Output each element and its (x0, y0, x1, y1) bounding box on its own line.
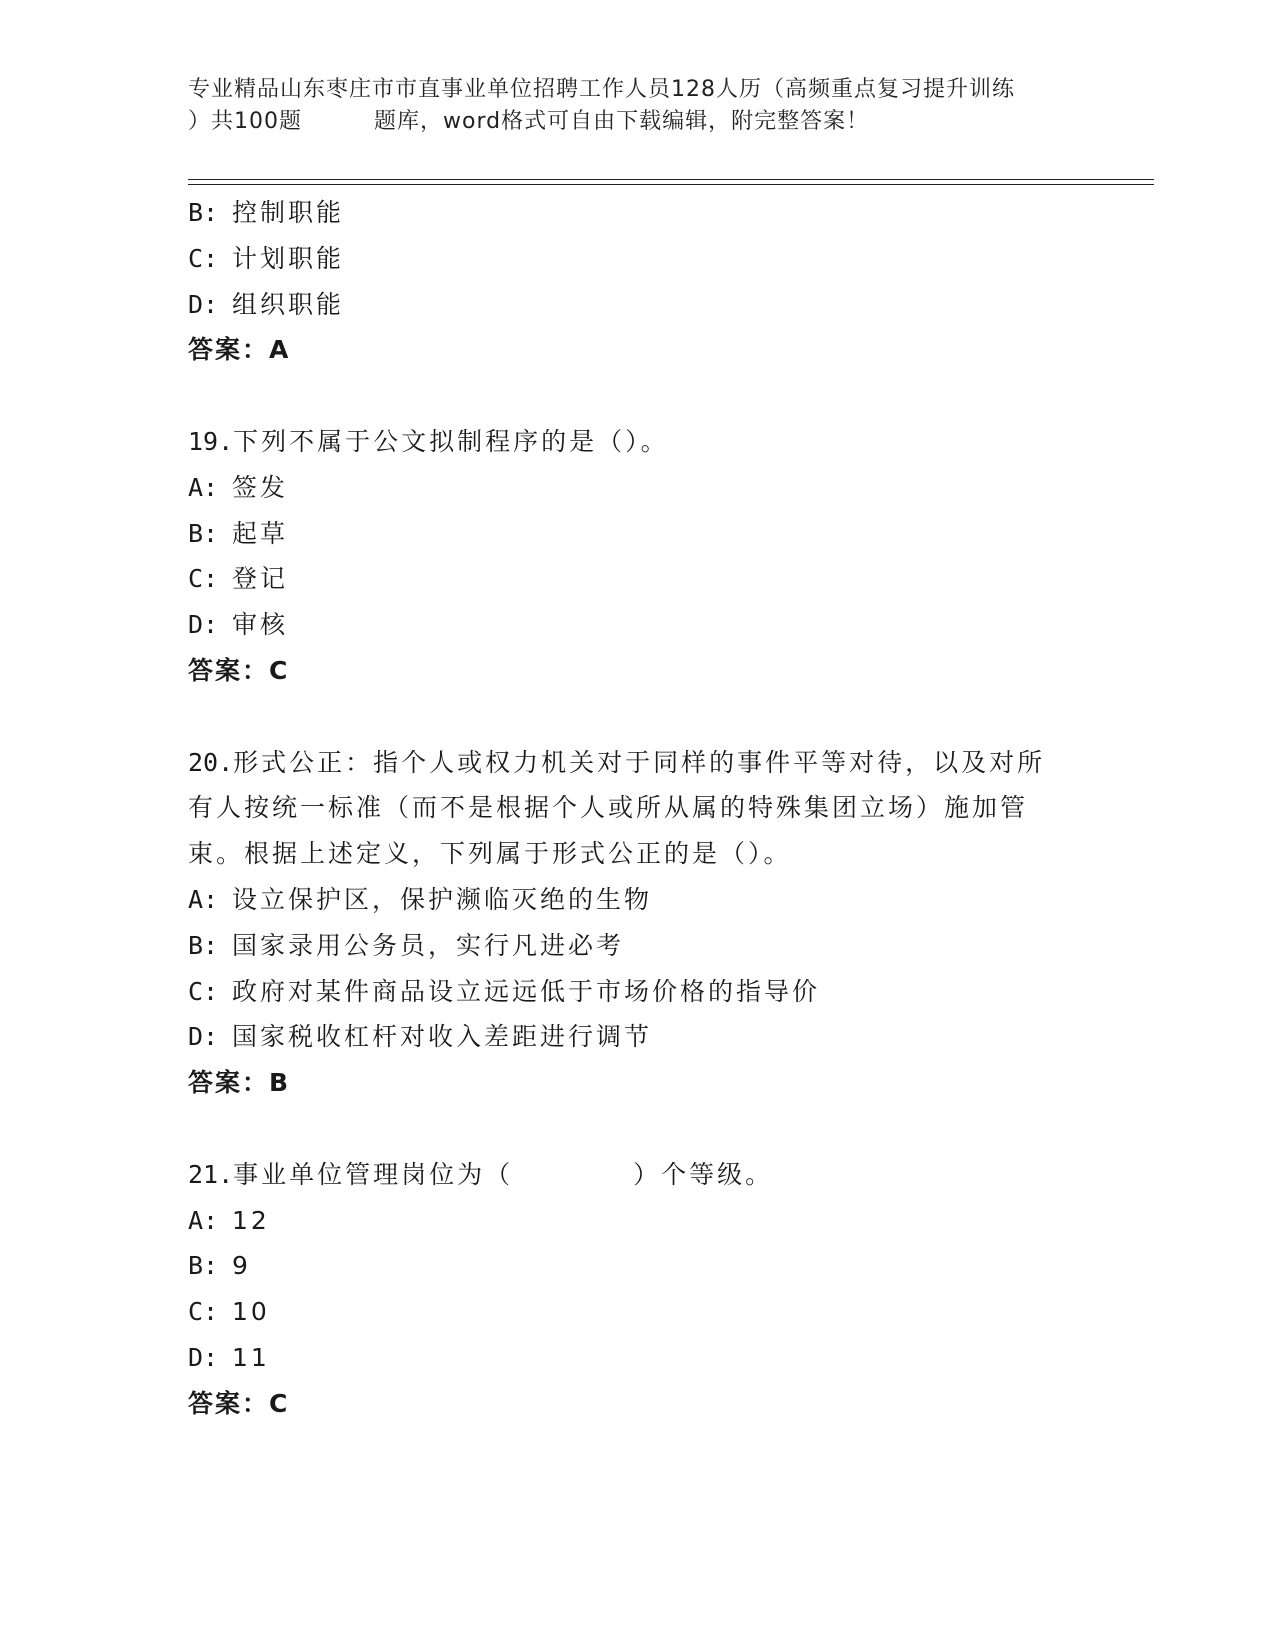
question-stem: 20.形式公正：指个人或权力机关对于同样的事件平等对待，以及对所 (188, 747, 1046, 777)
question-stem-continued: 有人按统一标准（而不是根据个人或所从属的特殊集团立场）施加管 (188, 793, 1029, 823)
header-line-2 (188, 106, 1108, 138)
question-list (188, 190, 1128, 1427)
answer-line: 答案：B (188, 1068, 291, 1098)
question-19 (188, 419, 1128, 694)
header-line-2-part-a: ）共100题 (188, 109, 302, 134)
option-d: D: 审核 (188, 610, 289, 640)
document-header (188, 74, 1108, 138)
option-b: B: 9 (188, 1251, 251, 1281)
option-b: B: 国家录用公务员，实行凡进必考 (188, 930, 625, 960)
option-a: A: 签发 (188, 472, 289, 502)
option-c: C: 登记 (188, 564, 289, 594)
question-stem: 19.下列不属于公文拟制程序的是（）。 (188, 426, 669, 456)
option-a: A: 12 (188, 1205, 270, 1235)
question-stem: 21.事业单位管理岗位为（ ）个等级。 (188, 1159, 774, 1189)
option-d: D: 国家税收杠杆对收入差距进行调节 (188, 1022, 653, 1052)
question-18-tail (188, 190, 1128, 373)
option-b: B: 控制职能 (188, 198, 345, 227)
question-20 (188, 740, 1128, 1106)
header-line-1: 专业精品山东枣庄市市直事业单位招聘工作人员128人历（高频重点复习提升训练 (188, 77, 1015, 102)
question-number: 19. (188, 426, 234, 456)
option-d: D: 组织职能 (188, 289, 345, 319)
header-line-2-part-b: 题库，word格式可自由下载编辑，附完整答案！ (374, 109, 870, 134)
answer-line: 答案：C (188, 1388, 290, 1418)
option-d: D: 11 (188, 1342, 270, 1372)
option-c: C: 10 (188, 1297, 270, 1327)
header-divider-bottom (188, 184, 1154, 185)
answer-line: 答案：C (188, 655, 290, 685)
question-number: 21. (188, 1159, 234, 1189)
question-21 (188, 1152, 1128, 1427)
option-c: C: 计划职能 (188, 243, 345, 273)
option-c: C: 政府对某件商品设立远远低于市场价格的指导价 (188, 976, 821, 1006)
question-stem-continued: 束。根据上述定义，下列属于形式公正的是（）。 (188, 839, 792, 869)
option-a: A: 设立保护区，保护濒临灭绝的生物 (188, 884, 653, 914)
question-number: 20. (188, 747, 234, 777)
answer-line: 答案：A (188, 335, 291, 365)
option-b: B: 起草 (188, 518, 289, 548)
header-divider-top (188, 179, 1154, 180)
